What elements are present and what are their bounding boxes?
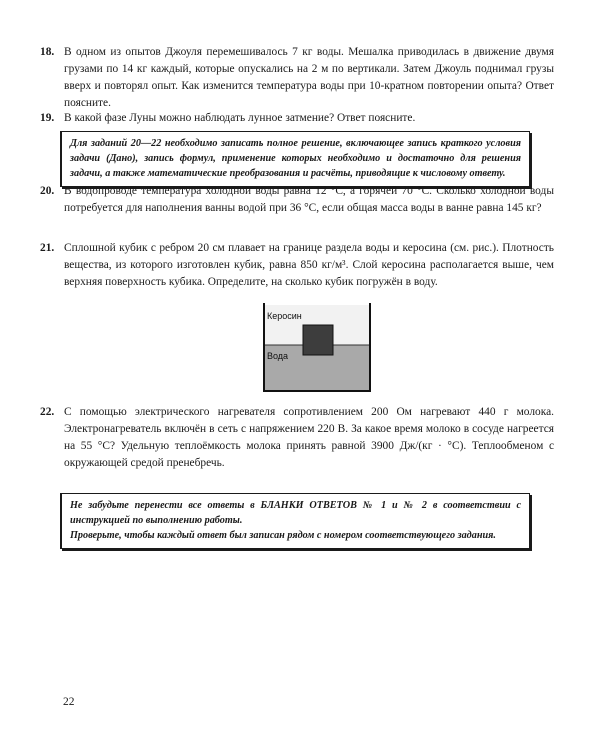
instruction-text: Для заданий 20—22 необходимо записать полное решение, включающее запись краткого условия задачи (Дано), запись формул, применение которых необходимо и достаточно для решения задачи, а также математические преобразования и расчёты, приводящие к числовому ответу.	[70, 138, 521, 179]
question-22	[40, 404, 554, 472]
question-text: Сплошной кубик с ребром 20 см плавает на границе раздела воды и керосина (см. рис.). Плотность вещества, из которого изготовлен кубик, равна 850 кг/м³. Слой керосина располагается выше, чем верхняя поверхность кубика. Определите, на сколько кубик погружён в воду.	[64, 242, 554, 288]
question-number: 22.	[40, 406, 55, 418]
cube-figure	[262, 303, 372, 393]
water-label: Вода	[267, 351, 289, 361]
reminder-line-1: Не забудьте перенести все ответы в БЛАНКИ ОТВЕТОВ № 1 и № 2 в соответствии с инструкцией по выполнению работы.	[70, 500, 521, 526]
reminder-line-2: Проверьте, чтобы каждый ответ был записан рядом с номером соответствующего задания.	[70, 530, 496, 541]
cube	[303, 325, 333, 355]
question-20	[40, 183, 554, 217]
question-text: В водопроводе температура холодной воды равна 12 °С, а горячей 70 °С. Сколько холодной воды потребуется для наполнения ванны водой при 36 °С, если общая масса воды в ванне равна 145 кг?	[64, 185, 554, 214]
instruction-box	[60, 131, 530, 187]
question-21	[40, 240, 554, 291]
question-19	[40, 110, 554, 127]
question-text: В какой фазе Луны можно наблюдать лунное затмение? Ответ поясните.	[64, 112, 416, 124]
question-number: 21.	[40, 242, 55, 254]
final-reminder-box	[60, 493, 530, 549]
question-number: 19.	[40, 112, 55, 124]
question-number: 20.	[40, 185, 55, 197]
question-text: С помощью электрического нагревателя сопротивлением 200 Ом нагревают 440 г молока. Электронагреватель включён в сеть с напряжением 220 В. За какое время молоко в сосуде нагреется на 55 °С? Удельную теплоёмкость молока принять равной 3900 Дж/(кг · °С). Теплообменом с окружающей средой пренебречь.	[64, 406, 554, 469]
page-number: 22	[63, 696, 75, 708]
kerosene-label: Керосин	[267, 311, 302, 321]
question-18	[40, 44, 554, 112]
question-text: В одном из опытов Джоуля перемешивалось 7 кг воды. Мешалка приводилась в движение двумя грузами по 14 кг каждый, которые опускались на 2 м по вертикали. Затем Джоуль поднимал грузы вверх и повторял опыт. Как изменится температура воды при 10-кратном повторении опыта? Ответ поясните.	[64, 46, 554, 109]
question-number: 18.	[40, 46, 55, 58]
